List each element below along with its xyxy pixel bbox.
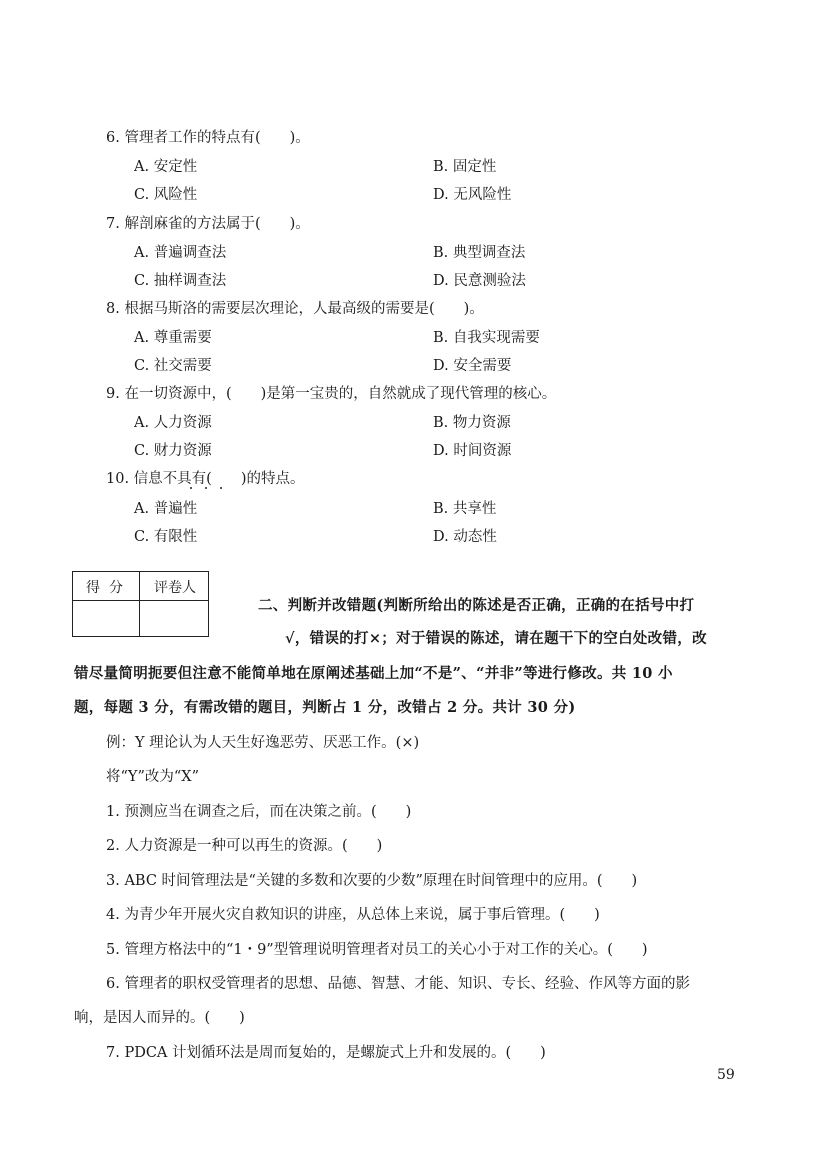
judge-question: 5. 管理方格法中的“1・9”型管理说明管理者对员工的关心小于对工作的关心。( ): [106, 942, 648, 958]
question-8-option-c: C. 社交需要: [134, 358, 212, 374]
emphasis-dot: [205, 487, 207, 489]
example-correction: 将“Y”改为“X”: [106, 769, 200, 785]
question-10-option-a: A. 普遍性: [134, 501, 198, 517]
example-statement: 例：Y 理论认为人天生好逸恶劳、厌恶工作。(×): [106, 735, 420, 751]
question-7-option-a: A. 普遍调查法: [134, 245, 227, 261]
question-7-option-b: B. 典型调查法: [433, 245, 526, 261]
section-2-instructions: √，错误的打×；对于错误的陈述，请在题干下的空白处改错，改: [285, 630, 707, 647]
question-8-option-a: A. 尊重需要: [134, 330, 212, 346]
grader-label: 评卷人: [154, 580, 196, 596]
section-2-heading: 二、判断并改错题(判断所给出的陈述是否正确，正确的在括号中打: [258, 597, 695, 614]
section-2-instructions: 题，每题 3 分，有需改错的题目，判断占 1 分，改错占 2 分。共计 30 分): [74, 699, 576, 716]
question-9-option-d: D. 时间资源: [433, 443, 512, 459]
question-6-option-c: C. 风险性: [134, 187, 198, 203]
judge-question: 2. 人力资源是一种可以再生的资源。( ): [106, 838, 383, 854]
question-8-option-d: D. 安全需要: [433, 358, 512, 374]
judge-question-continuation: 响，是因人而异的。( ): [74, 1010, 245, 1026]
judge-question: 6. 管理者的职权受管理者的思想、品德、智慧、才能、知识、专长、经验、作风等方面的影: [106, 976, 690, 992]
score-box-divider: [73, 600, 208, 601]
emphasis-dot: [220, 487, 222, 489]
question-7-option-d: D. 民意测验法: [433, 273, 526, 289]
question-10-stem: 10. 信息不具有( )的特点。: [106, 471, 305, 487]
judge-question: 7. PDCA 计划循环法是周而复始的，是螺旋式上升和发展的。( ): [106, 1045, 546, 1061]
judge-question: 4. 为青少年开展火灾自救知识的讲座，从总体上来说，属于事后管理。( ): [106, 907, 600, 923]
question-6-option-d: D. 无风险性: [433, 187, 512, 203]
question-9-option-b: B. 物力资源: [433, 415, 511, 431]
question-7-option-c: C. 抽样调查法: [134, 273, 227, 289]
page-number: 59: [717, 1067, 735, 1083]
question-7-stem: 7. 解剖麻雀的方法属于( )。: [106, 216, 310, 232]
score-box: [72, 571, 209, 637]
section-2-instructions: 错尽量简明扼要但注意不能简单地在原阐述基础上加“不是”、“并非”等进行修改。共 10 小: [74, 665, 673, 682]
emphasis-dot: [190, 487, 192, 489]
question-10-option-b: B. 共享性: [433, 501, 497, 517]
question-8-stem: 8. 根据马斯洛的需要层次理论，人最高级的需要是( )。: [106, 301, 484, 317]
question-9-stem: 9. 在一切资源中，( )是第一宝贵的，自然就成了现代管理的核心。: [106, 386, 557, 402]
question-9-option-a: A. 人力资源: [134, 415, 212, 431]
score-label: 得分: [86, 580, 132, 596]
judge-question: 3. ABC 时间管理法是“关键的多数和次要的少数”原理在时间管理中的应用。( ): [106, 873, 638, 889]
question-8-option-b: B. 自我实现需要: [433, 330, 540, 346]
judge-question: 1. 预测应当在调查之后，而在决策之前。( ): [106, 804, 412, 820]
question-10-option-d: D. 动态性: [433, 529, 497, 545]
question-9-option-c: C. 财力资源: [134, 443, 212, 459]
question-10-option-c: C. 有限性: [134, 529, 198, 545]
question-6-option-b: B. 固定性: [433, 159, 497, 175]
question-6-stem: 6. 管理者工作的特点有( )。: [106, 130, 310, 146]
question-6-option-a: A. 安定性: [134, 159, 198, 175]
